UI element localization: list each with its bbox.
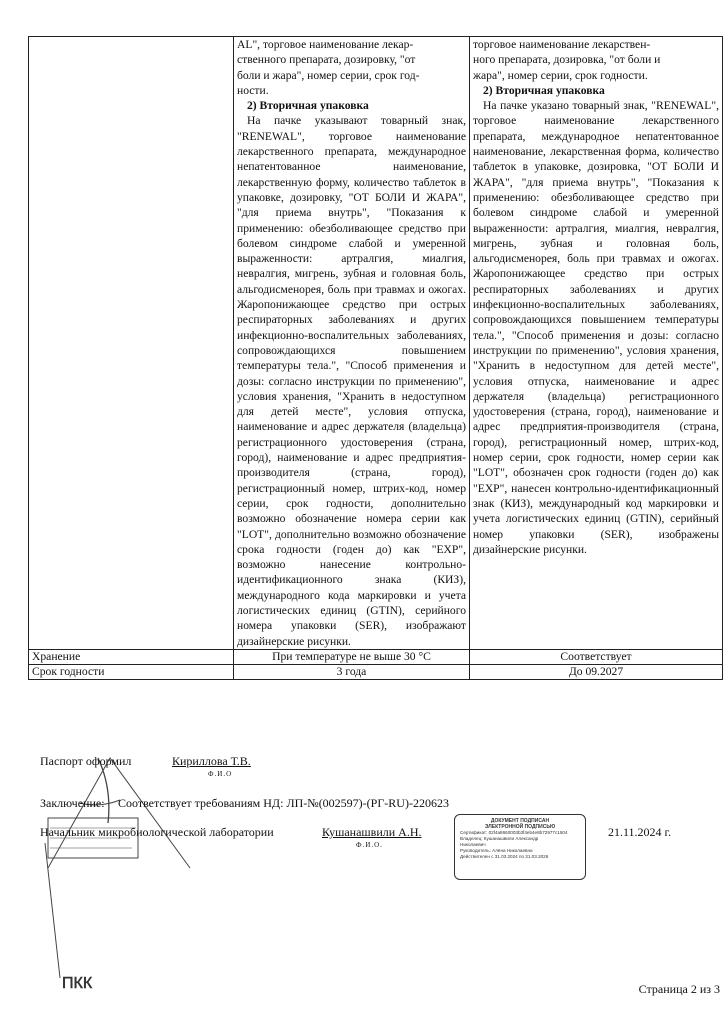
result-line: жара", номер серии, срок годности.: [473, 68, 648, 82]
requirement-secondary-text: На пачке указывают товарный знак, "RENEWAL", торговое наименование лекарственного препарата, международное непатентованное наименование, лекарственную форму, количество таблеток в упаковке, дозировку, "ОТ БОЛИ И ЖАРА", "для приема внутрь", "Показания к применению: обезболивающее средство при болевом синдроме слабой и умеренной выраженности: артралгия, миалгия, невралгия, мигрень, зубная и головная боль, альгодисменорея, боль при травмах и ожогах. Жаропонижающее средство при острых респираторных заболеваниях и других инфекционно-воспалительных заболеваниях, сопровождающихся повышением температуры тела.", "Способ применения и дозы: согласно инструкции по применению", условия хранения, "Хранить в недоступном для детей месте", условия отпуска, наименование и адрес держателя (владельца) регистрационного удостоверения (страна, город), наименование и адрес предприятия-производителя (страна, город), регистрационный номер, штрих-код, номер серии, срок годности, дополнительно возможно обозначение номера серии как "LOT", дополнительно возможно обозначение срока годности (годен до) как "EXP", возможно нанесение контрольно-идентификационного знака (КИЗ), международного кода маркировки и учета логистических единиц (GTIN), серийного номера упаковки (SER), изображают дизайнерские рисунки.: [237, 114, 466, 648]
head-caption: Ф.И.О.: [356, 841, 383, 849]
esign-title: ДОКУМЕНТ ПОДПИСАН: [490, 818, 550, 824]
packaging-row: [29, 37, 723, 650]
head-label: Начальник микробиологической лаборатории: [40, 825, 274, 839]
signature-section: [0, 740, 724, 1024]
result-line: ного препарата, дозировка, "от боли и: [473, 53, 661, 67]
esign-subtitle: ЭЛЕКТРОННОЙ ПОДПИСЬЮ: [484, 824, 556, 830]
storage-row: [29, 649, 723, 664]
result-secondary-heading: 2) Вторичная упаковка: [483, 83, 605, 97]
result-secondary-text: На пачке указано товарный знак, "RENEWAL", торговое наименование лекарственного препарата, международное непатентованное наименование, лекарственная форма, количество таблеток в упаковке, дозировка, "ОТ БОЛИ И ЖАРА", "для приема внутрь", "Показания к применению: обезболивающее средство при болевом синдроме слабой и умеренной выраженности: артралгия, миалгия, невралгия, мигрень, зубная и головная боль, альгодисменорея, боль при травмах и ожогах. Жаропонижающее средство при острых респираторных заболеваниях и других инфекционно-воспалительных заболеваниях, сопровождающихся повышением температуры тела.", "Способ применения и дозы: согласно инструкции по применению", условия хранения, "Хранить в недоступном для детей месте", условия отпуска, наименование и адрес держателя (владельца) регистрационного удостоверения (страна, город), наименование и адрес предприятия-производителя (страна, город), регистрационный номер, штрих-код, номер серии, срок годности, номер серии как "LOT", обозначен срок годности (годен до) как "EXP", нанесен контрольно-идентификационный знак (КИЗ), международный код маркировки и учета логистических единиц (GTIN), серийный номер упаковки (SER), изображены дизайнерские рисунки.: [473, 99, 719, 556]
esign-issuer: Руководитель: Алёна Николаевна: [460, 848, 533, 853]
electronic-signature-stamp: [454, 814, 586, 880]
storage-requirement: При температуре не выше 30 °С: [234, 649, 470, 664]
esign-owner: Владелец: Кушанашвили Александр: [460, 836, 539, 841]
head-name: Кушанашвили А.Н.: [322, 825, 422, 839]
requirement-line: ности.: [237, 83, 269, 97]
passport-name: Кириллова Т.В.: [172, 754, 251, 768]
passport-caption: Ф.И.О: [208, 770, 233, 778]
esign-owner-2: Николаевич: [460, 842, 486, 847]
shelf-life-requirement: 3 года: [234, 664, 470, 679]
packaging-param-cell: [29, 37, 234, 650]
requirement-line: боли и жара", номер серии, срок год-: [237, 68, 420, 82]
requirement-secondary-heading: 2) Вторичная упаковка: [247, 99, 369, 113]
requirement-primary-tail: [237, 37, 466, 98]
storage-result: Соответствует: [470, 649, 723, 664]
page-number: Страница 2 из 3: [638, 982, 720, 996]
conclusion-text: Соответствует требованиям НД: ЛП-№(002597)-(РГ-RU)-220623: [118, 796, 449, 810]
shelf-life-row: [29, 664, 723, 679]
storage-param: Хранение: [29, 649, 234, 664]
result-line: торговое наименование лекарствен-: [473, 38, 651, 51]
shelf-life-result: До 09.2027: [470, 664, 723, 679]
requirement-line: ственного препарата, дозировку, "от: [237, 53, 416, 67]
specification-table: [28, 36, 723, 680]
passport-label: Паспорт оформил: [40, 754, 132, 768]
requirement-line: AL", торговое наименование лекар-: [237, 38, 414, 51]
result-primary-tail: [473, 37, 719, 83]
stamp-text: ПКК: [62, 975, 93, 992]
esign-certificate: Сертификат: 02f4a8660003b3f4eb4e8b72977c1504: [460, 830, 568, 835]
conclusion-label: Заключение:: [40, 796, 105, 810]
signature-date: 21.11.2024 г.: [608, 825, 672, 839]
shelf-life-param: Срок годности: [29, 664, 234, 679]
esign-validity: Действителен с 31.03.2024 по 31.03.2026: [460, 854, 549, 859]
packaging-result-cell: [470, 37, 723, 650]
packaging-requirement-cell: [234, 37, 470, 650]
